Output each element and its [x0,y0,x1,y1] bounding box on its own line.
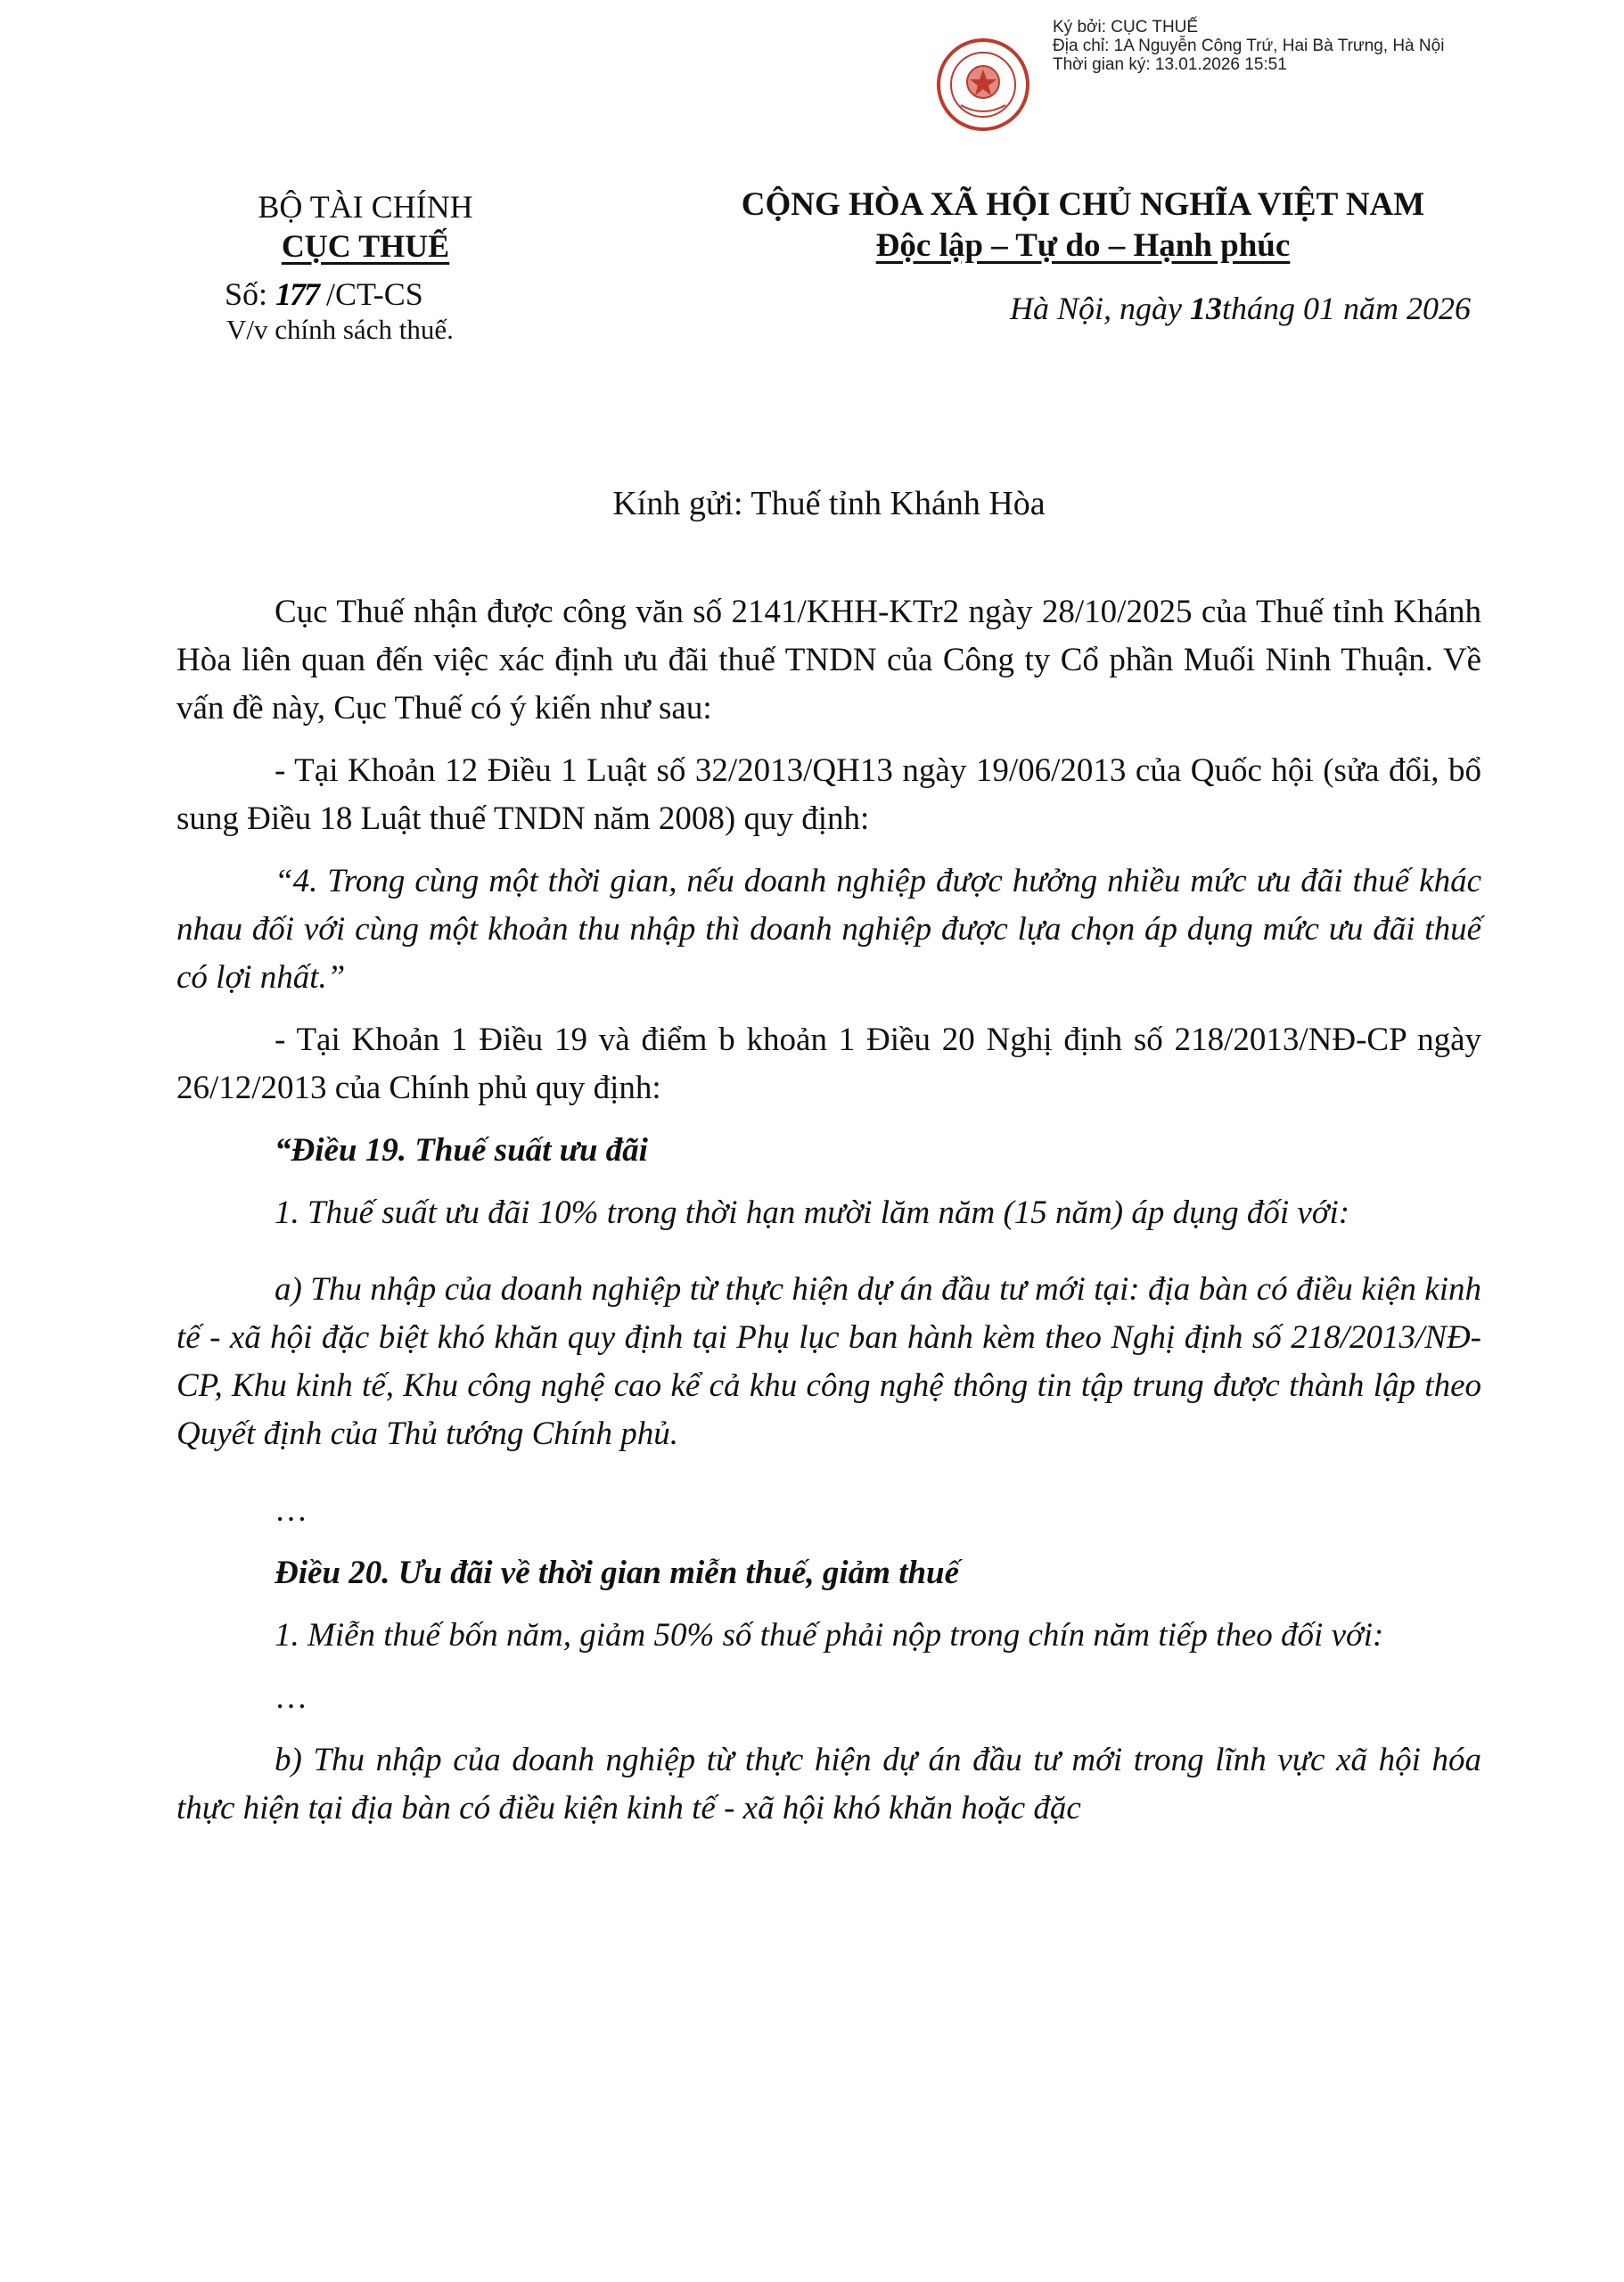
national-header [686,185,1480,267]
national-motto: Độc lập – Tự do – Hạnh phúc [875,227,1291,264]
doc-number-prefix: Số: [225,276,268,312]
issuer-header [178,187,553,346]
signature-text [1053,18,1444,74]
date-day-handwritten: 13 [1190,291,1222,326]
doc-number-suffix: /CT-CS [326,276,423,312]
article-20-title: Điều 20. Ưu đãi về thời gian miễn thuế, giảm thuế [275,1555,960,1591]
decree-reference-paragraph: - Tại Khoản 1 Điều 19 và điểm b khoản 1 Điều 20 Nghị định số 218/2013/NĐ-CP ngày 26/12/2013 của Chính phủ quy định: [176,1022,1481,1106]
law-quote: “4. Trong cùng một thời gian, nếu doanh nghiệp được hưởng nhiều mức ưu đãi thuế khác nhau đối với cùng một khoản thu nhập thì doanh nghiệp được lựa chọn áp dụng mức ưu đãi thuế có lợi nhất.” [176,863,1481,996]
ellipsis-1: … [275,1492,308,1529]
article-19-title: “Điều 19. Thuế suất ưu đãi [275,1132,648,1169]
department-name: CỤC THUẾ [281,228,450,264]
document-number [225,275,553,314]
ellipsis-2: … [275,1679,308,1716]
intro-paragraph: Cục Thuế nhận được công văn số 2141/KHH-KTr2 ngày 28/10/2025 của Thuế tỉnh Khánh Hòa liên quan đến việc xác định ưu đãi thuế TNDN của Công ty Cổ phần Muối Ninh Thuận. Về vấn đề này, Cục Thuế có ý kiến như sau: [176,594,1481,726]
date-suffix: tháng 01 năm 2026 [1222,291,1471,326]
digital-signature [934,18,1612,134]
law-reference-paragraph: - Tại Khoản 12 Điều 1 Luật số 32/2013/QH13 ngày 19/06/2013 của Quốc hội (sửa đổi, bổ sung Điều 18 Luật thuế TNDN năm 2008) quy định: [176,752,1481,837]
signer-address: Địa chỉ: 1A Nguyễn Công Trứ, Hai Bà Trưng, Hà Nội [1053,37,1445,55]
article-19-clause-1a: a) Thu nhập của doanh nghiệp từ thực hiện dự án đầu tư mới tại: địa bàn có điều kiện kinh tế - xã hội đặc biệt khó khăn quy định tại Phụ lục ban hành kèm theo Nghị định số 218/2013/NĐ-CP, Khu kinh tế, Khu công nghệ cao kể cả khu công nghệ thông tin tập trung được thành lập theo Quyết định của Thủ tướng Chính phủ. [176,1271,1481,1452]
ministry-name: BỘ TÀI CHÍNH [258,189,473,225]
document-subject: V/v chính sách thuế. [226,314,454,345]
place-date [900,290,1471,327]
doc-number-handwritten: 177 [275,276,319,312]
country-name: CỘNG HÒA XÃ HỘI CHỦ NGHĨA VIỆT NAM [741,186,1425,223]
article-20-clause-1b: b) Thu nhập của doanh nghiệp từ thực hiện dự án đầu tư mới trong lĩnh vực xã hội hóa thực hiện tại địa bàn có điều kiện kinh tế - xã hội khó khăn hoặc đặc [176,1742,1481,1826]
signed-by: Ký bởi: CỤC THUẾ [1053,18,1199,37]
seal-icon [934,36,1032,134]
letter-body [176,588,1481,1847]
article-19-clause-1: 1. Thuế suất ưu đãi 10% trong thời hạn mười lăm năm (15 năm) áp dụng đối với: [275,1194,1350,1231]
recipient-line: Kính gửi: Thuế tỉnh Khánh Hòa [612,485,1046,522]
signing-time: Thời gian ký: 13.01.2026 15:51 [1053,55,1287,74]
article-20-clause-1: 1. Miễn thuế bốn năm, giảm 50% số thuế phải nộp trong chín năm tiếp theo đối với: [275,1617,1384,1654]
date-prefix: Hà Nội, ngày [1010,291,1190,326]
